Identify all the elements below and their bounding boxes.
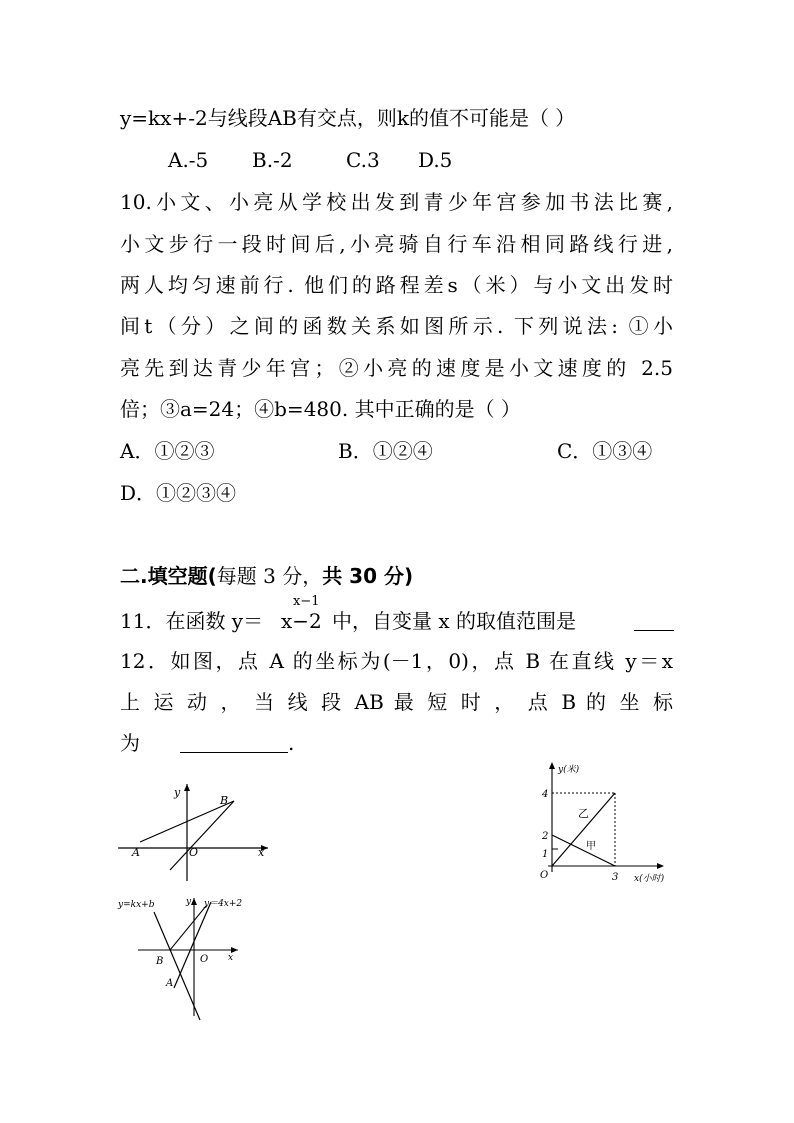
q10-line-6: 倍；③a=24；④b=480. 其中正确的是（ ） — [120, 397, 521, 421]
figure-3-tick-2: 2 — [542, 831, 549, 842]
section-note: 每题 3 分， — [216, 564, 323, 588]
figure-2-label-x: x — [228, 953, 234, 963]
q12-line-1: 12．如图，点 A 的坐标为(－1，0)，点 B 在直线 y＝x — [120, 649, 673, 673]
figure-2-label-a: A — [166, 978, 174, 989]
figure-3-label-y-axis: y(米) — [558, 765, 580, 775]
q9-option-b: B.-2 — [252, 148, 293, 172]
figure-1-label-o: O — [189, 846, 199, 859]
figure-2-label-line1: y=kx+b — [118, 900, 155, 910]
q11-suffix: 中，自变量 x 的取值范围是 — [332, 609, 576, 633]
q10-line-2: 小文步行一段时间后,小亮骑自行车沿相同路线行进, — [120, 232, 673, 256]
q10-line-5: 亮先到达青少年宫；②小亮的速度是小文速度的 2.5 — [120, 356, 673, 380]
figure-2-label-b: B — [156, 956, 164, 967]
figure-1-label-a: A — [132, 846, 140, 859]
q9-stem: y=kx+-2与线段AB有交点，则k的值不可能是（ ） — [120, 106, 576, 130]
figure-3 — [530, 760, 690, 890]
section-heading — [120, 564, 413, 588]
section-total: 共 30 分) — [322, 564, 414, 588]
figure-1-label-x: x — [258, 846, 265, 859]
q10-option-c: C．①③④ — [557, 439, 653, 463]
q10-option-d: D．①②③④ — [120, 481, 237, 505]
figure-3-tick-4: 4 — [542, 789, 549, 800]
figure-2-label-o: O — [200, 954, 209, 965]
q11-fraction — [281, 594, 322, 633]
figure-2-label-line2: y＝4x+2 — [204, 899, 243, 909]
q12-answer-blank[interactable] — [180, 752, 288, 753]
section-paren: ( — [207, 564, 217, 588]
figure-2 — [116, 892, 256, 1022]
q12-line-3-label: 为 — [120, 731, 140, 755]
figure-1-label-y: y — [174, 786, 181, 799]
q9-option-a: A.-5 — [168, 148, 209, 172]
figure-1 — [118, 780, 278, 882]
q11-answer-blank[interactable] — [634, 630, 674, 631]
figure-3-label-x-axis: x(小时) — [634, 874, 665, 884]
q11-prefix: 11．在函数 y＝ — [120, 609, 264, 633]
q10-line-4: 间t（分）之间的函数关系如图所示. 下列说法: ①小 — [120, 314, 673, 338]
q12-line-2: 上 运 动 ， 当 线 段 AB 最 短 时 ， 点 B 的 坐 标 — [120, 690, 673, 714]
q9-option-c: C.3 — [346, 148, 380, 172]
q11-denominator: x−2 — [281, 609, 322, 633]
q10-line-3: 两人均匀速前行. 他们的路程差s（米）与小文出发时 — [120, 273, 673, 297]
figure-2-label-y: y — [186, 897, 192, 907]
figure-3-tick-1: 1 — [542, 849, 549, 860]
q10-option-a: A．①②③ — [120, 439, 215, 463]
figure-3-tick-3: 3 — [612, 872, 619, 883]
q12-period: . — [288, 731, 295, 755]
q11-numerator: x−1 — [293, 594, 320, 609]
figure-3-label-jia: 甲 — [586, 841, 596, 852]
figure-3-label-yi: 乙 — [578, 807, 589, 820]
figure-1-label-b: B — [220, 794, 229, 807]
q10-line-1: 10.小文、小亮从学校出发到青少年宫参加书法比赛, — [120, 190, 673, 214]
q10-option-b: B．①②④ — [338, 439, 433, 463]
q9-option-d: D.5 — [418, 148, 453, 172]
section-title: 二.填空题 — [120, 564, 208, 588]
figure-3-label-o: O — [540, 870, 549, 881]
